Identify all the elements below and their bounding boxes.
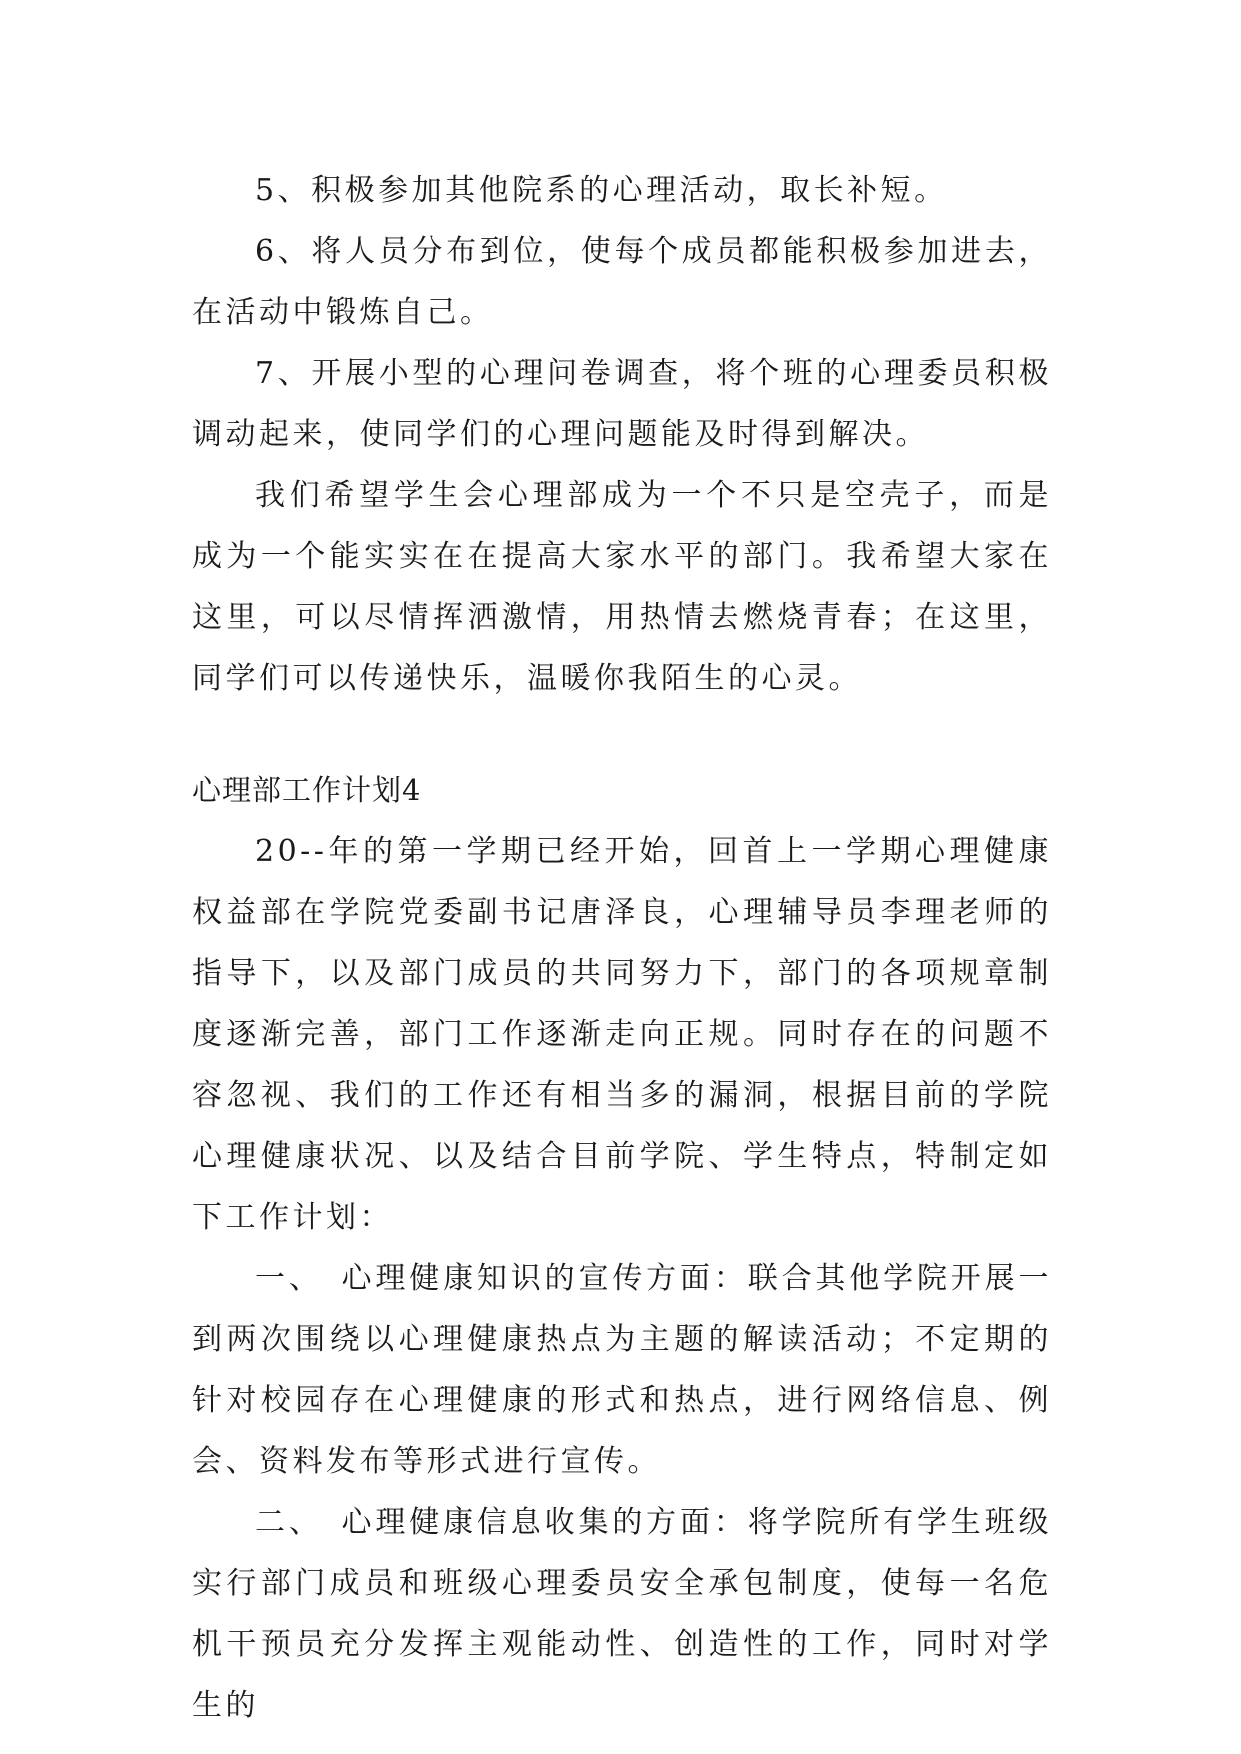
paragraph-item-5: 5、积极参加其他院系的心理活动，取长补短。 (255, 173, 948, 208)
paragraph-item-6: 6、将人员分布到位，使每个成员都能积极参加进去，在活动中锻炼自己。 (192, 234, 1052, 330)
paragraph-plan-1: 一、 心理健康知识的宣传方面：联合其他学院开展一到两次围绕以心理健康热点为主题的解读活动；不定期的针对校园存在心理健康的形式和热点，进行网络信息、例会、资料发布等形式进行宣传。 (192, 1261, 1052, 1479)
paragraph-item-7: 7、开展小型的心理问卷调查，将个班的心理委员积极调动起来，使同学们的心理问题能及时得到解决。 (192, 356, 1052, 452)
paragraph-closing-wish: 我们希望学生会心理部成为一个不只是空壳子，而是成为一个能实实在在提高大家水平的部门。我希望大家在这里，可以尽情挥洒激情，用热情去燃烧青春；在这里，同学们可以传递快乐，温暖你我陌生的心灵。 (192, 478, 1052, 696)
document-body (192, 160, 1052, 1736)
paragraph-intro: 20--年的第一学期已经开始，回首上一学期心理健康权益部在学院党委副书记唐泽良，心理辅导员李理老师的指导下，以及部门成员的共同努力下，部门的各项规章制度逐渐完善，部门工作逐渐走向正规。同时存在的问题不容忽视、我们的工作还有相当多的漏洞，根据目前的学院心理健康状况、以及结合目前学院、学生特点，特制定如下工作计划： (192, 834, 1052, 1235)
section-spacer (192, 709, 1052, 760)
paragraph-plan-2: 二、 心理健康信息收集的方面：将学院所有学生班级实行部门成员和班级心理委员安全承包制度，使每一名危机干预员充分发挥主观能动性、创造性的工作，同时对学生的 (192, 1505, 1052, 1723)
section-heading: 心理部工作计划4 (192, 773, 422, 807)
